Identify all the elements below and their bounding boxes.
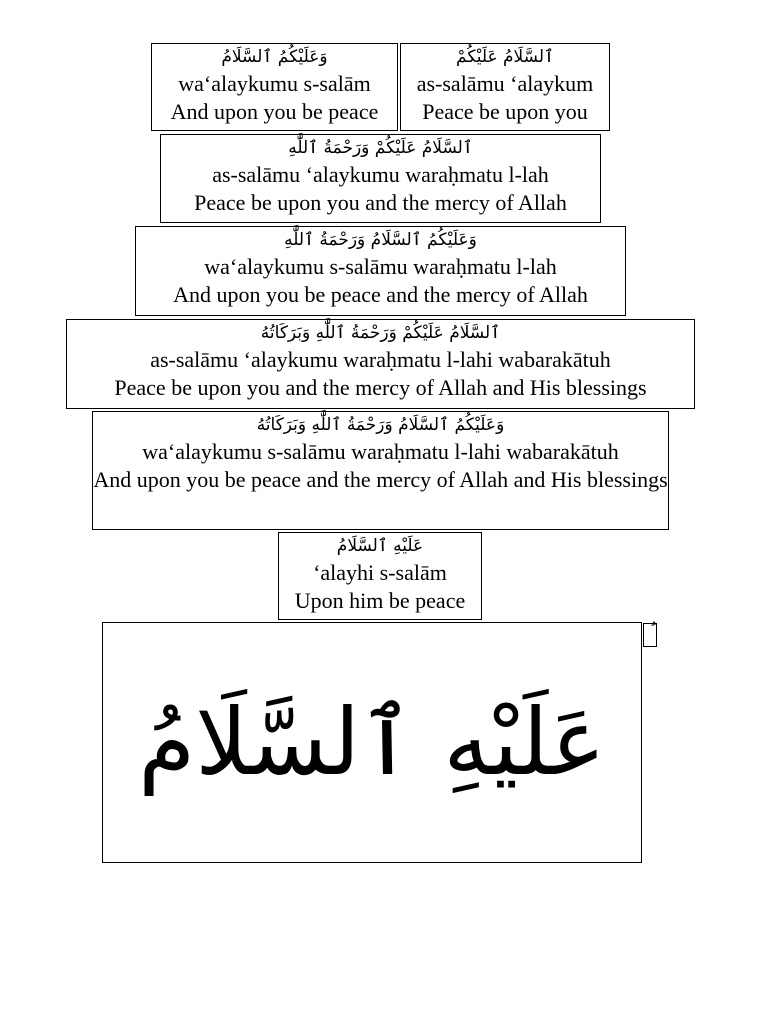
- greeting-box-short: [400, 43, 610, 131]
- transliteration-text: as-salāmu ‘alaykum: [416, 71, 594, 96]
- arabic-text: عَلَيْهِ ٱلسَّلَامُ: [336, 536, 424, 556]
- arabic-text: ٱلسَّلَامُ عَلَيْكُمْ وَرَحْمَةُ ٱللَّٰهِ: [288, 138, 473, 158]
- calligraphy-text: عَلَيْهِ ٱلسَّلَامُ: [138, 688, 606, 796]
- arabic-text: ٱلسَّلَامُ عَلَيْكُمْ: [456, 47, 554, 67]
- greeting-box-reply-with-mercy: [135, 226, 626, 316]
- diacritic-marker-box: [643, 623, 657, 647]
- greeting-box-reply-full: [92, 411, 669, 530]
- arabic-text: وَعَلَيْكُمُ ٱلسَّلَامُ وَرَحْمَةُ ٱللَّٰهِ وَبَرَكَاتُهُ: [256, 415, 505, 435]
- transliteration-text: as-salāmu ‘alaykumu waraḥmatu l-lahi wabarakātuh: [150, 347, 611, 372]
- translation-text: And upon you be peace and the mercy of Allah: [173, 282, 588, 307]
- arabic-text: وَعَلَيْكُمُ ٱلسَّلَامُ: [221, 47, 328, 67]
- greeting-box-with-mercy: [160, 134, 601, 223]
- translation-text: And upon you be peace and the mercy of Allah and His blessings: [93, 467, 668, 492]
- transliteration-text: wa‘alaykumu s-salāmu waraḥmatu l-lahi wabarakātuh: [142, 439, 619, 464]
- translation-text: Peace be upon you: [422, 99, 588, 124]
- transliteration-text: wa‘alaykumu s-salām: [178, 71, 371, 96]
- transliteration-text: as-salāmu ‘alaykumu waraḥmatu l-lah: [212, 162, 549, 187]
- arabic-text: وَعَلَيْكُمُ ٱلسَّلَامُ وَرَحْمَةُ ٱللَّٰهِ: [284, 230, 477, 250]
- transliteration-text: ‘alayhi s-salām: [313, 560, 447, 585]
- calligraphy-image: [102, 622, 642, 863]
- honorific-box: [278, 532, 482, 620]
- transliteration-text: wa‘alaykumu s-salāmu waraḥmatu l-lah: [204, 254, 557, 279]
- translation-text: Peace be upon you and the mercy of Allah: [194, 190, 567, 215]
- translation-text: And upon you be peace: [170, 99, 379, 124]
- greeting-box-reply-short: [151, 43, 398, 131]
- translation-text: Upon him be peace: [294, 588, 466, 613]
- translation-text: Peace be upon you and the mercy of Allah and His blessings: [114, 375, 647, 400]
- greeting-box-full: [66, 319, 695, 409]
- arabic-text: ٱلسَّلَامُ عَلَيْكُمْ وَرَحْمَةُ ٱللَّٰهِ وَبَرَكَاتُهُ: [260, 323, 501, 343]
